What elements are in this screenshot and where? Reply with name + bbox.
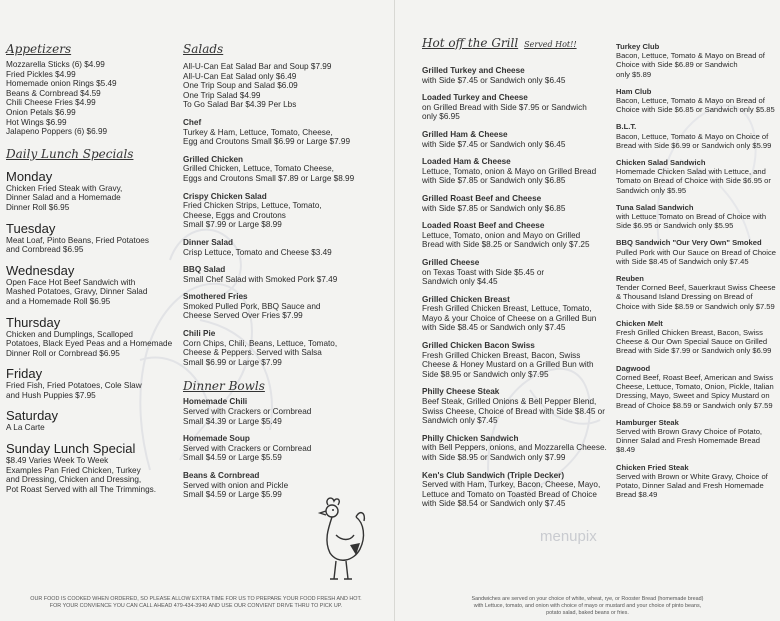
appetizer-line: Fried Pickles $4.99 (6, 69, 76, 79)
item-desc: Sandwich only $4.45 (422, 277, 498, 287)
item-desc: Homemade Chicken Salad with Lettuce, and (616, 167, 766, 177)
item-desc: Dinner Salad and Fresh Homemade Bread (616, 436, 760, 446)
menu-item (422, 471, 607, 509)
item-name: Grilled Ham & Cheese (422, 129, 508, 139)
day-desc: and a Homemade Roll $6.95 (6, 296, 111, 306)
item-desc: with Side $8.95 or Sandwich only $7.99 (422, 453, 566, 462)
menu-item (183, 155, 388, 184)
item-desc: with Side $8.54 or Sandwich only $7.45 (422, 499, 566, 509)
day-desc: $8.49 Varies Week To Week (6, 456, 109, 466)
menu-item (616, 203, 778, 231)
item-desc: on Grilled Bread with Side $7.95 or Sandwich (422, 102, 587, 112)
item-name: Grilled Chicken (183, 154, 244, 164)
item-desc: Side $8.95 or Sandwich only $7.95 (422, 369, 549, 379)
grill-heading (422, 36, 607, 52)
day-name: Tuesday (6, 220, 56, 236)
footer-right-line: potato salad, baked beans or fries. (546, 610, 629, 616)
salad-bar-line: All-U-Can Eat Salad only $6.49 (183, 71, 297, 81)
day-desc: Meat Loaf, Pinto Beans, Fried Potatoes (6, 235, 149, 245)
menu-item (422, 66, 607, 85)
column-appetizers-lunch (6, 42, 176, 494)
day-name: Wednesday (6, 262, 75, 278)
day-desc: A La Carte (6, 423, 45, 433)
day-desc: and Dressing, Chicken and Dressing, (6, 475, 142, 485)
footer-right-line: Sandwiches are served on your choice of white, wheat, rye, or Rooster Bread (homemade bread) (471, 596, 704, 602)
item-desc: Small $4.39 or Large $5.49 (183, 416, 282, 426)
item-desc: Lettuce and Tomato on Toasted Bread of Choice (422, 489, 597, 499)
item-desc: Grilled Chicken, Lettuce, Tomato Cheese, (183, 164, 334, 174)
item-desc: Bread with Side $7.99 or Sandwich only $6.99 (616, 346, 772, 356)
menu-item (616, 463, 778, 500)
menu-item (616, 238, 778, 266)
footer-right (400, 596, 775, 617)
item-name: Chef (183, 117, 202, 127)
day-name: Monday (6, 168, 53, 184)
menu-item (183, 329, 388, 367)
menu-item (616, 158, 778, 195)
day-tuesday (6, 221, 176, 255)
menu-item (183, 292, 388, 321)
day-desc: Examples Pan Fried Chicken, Turkey (6, 465, 141, 475)
appetizer-line: Beans & Cornbread $4.59 (6, 88, 101, 98)
item-desc: Sandwich only $7.45 (422, 416, 498, 426)
item-desc: Tomato on Bread of Choice with Side $6.95 or (616, 176, 771, 186)
item-desc: Bread with Side $8.25 or Sandwich only $7.25 (422, 240, 590, 250)
item-desc: Served with Crackers or Cornbread (183, 443, 312, 453)
item-name: Grilled Roast Beef and Cheese (422, 193, 542, 203)
item-desc: Small Chef Salad with Smoked Pork $7.49 (183, 274, 338, 284)
menu-item (422, 157, 607, 186)
item-desc: Choice with Side $6.85 or Sandwich only $5.85 (616, 105, 775, 115)
dinner-bowls-heading: Dinner Bowls (183, 379, 265, 394)
item-desc: Fried Chicken Strips, Lettuce, Tomato, (183, 201, 322, 211)
day-name: Thursday (6, 314, 61, 330)
item-desc: Potato, Dinner Salad and Fresh Homemade (616, 480, 764, 490)
grill-title: Hot off the Grill (422, 36, 519, 50)
item-desc: Bacon, Lettuce, Tomato & Mayo on Choice of (616, 131, 769, 141)
appetizer-line: Mozzarella Sticks (6) $4.99 (6, 60, 105, 69)
item-desc: Dressing, Mayo, Sweet and Spicy Mustard on (616, 391, 770, 401)
lunch-specials-heading: Daily Lunch Specials (6, 146, 134, 161)
item-desc: Choice with Side $6.89 or Sandwich (616, 60, 738, 70)
item-name: Grilled Turkey and Cheese (422, 66, 525, 75)
day-desc: Potatoes, Black Eyed Peas and a Homemade (6, 339, 173, 349)
item-desc: Cheese & Peppers. Served with Salsa (183, 348, 322, 358)
menu-item (183, 265, 388, 284)
item-desc: Mayo & your Choice of Cheese on a Grilled Bun (422, 313, 597, 323)
item-desc: Served with onion and Pickle (183, 480, 289, 490)
appetizer-line: Hot Wings $6.99 (6, 117, 67, 127)
menu-item (616, 319, 778, 356)
item-name: Grilled Chicken Breast (422, 294, 510, 304)
item-name: Crispy Chicken Salad (183, 191, 267, 201)
appetizers-heading: Appetizers (6, 42, 72, 56)
item-name: Philly Chicken Sandwich (422, 433, 519, 443)
item-desc: Bread with Side $6.99 or Sandwich only $5.99 (616, 140, 772, 150)
menu-item (183, 434, 388, 463)
footer-left (6, 596, 386, 610)
day-monday (6, 169, 176, 213)
menu-item (422, 258, 607, 287)
item-desc: Cheese & Our Own Special Sauce on Grilled (616, 337, 768, 347)
item-desc: Bread $8.49 (616, 490, 658, 500)
menu-item (422, 434, 607, 463)
item-desc: with Side $8.45 or Sandwich only $7.45 (422, 323, 566, 333)
day-desc: Chicken Fried Steak with Gravy, (6, 183, 123, 193)
item-name: Homemade Soup (183, 434, 250, 444)
item-desc: Fresh Grilled Chicken Breast, Bacon, Swiss (422, 350, 581, 360)
item-name: BBQ Sandwich "Our Very Own" Smoked (616, 238, 762, 248)
item-desc: Eggs and Croutons Small $7.89 or Large $8.99 (183, 173, 355, 183)
grill-subtitle: Served Hot!! (524, 40, 577, 49)
menu-item (183, 118, 388, 147)
item-name: Smothered Fries (183, 292, 248, 302)
day-thursday (6, 315, 176, 359)
item-desc: Lettuce, Tomato, onion and Mayo on Grilled (422, 230, 581, 240)
item-name: Ken's Club Sandwich (Triple Decker) (422, 470, 565, 480)
item-desc: Served with Crackers or Cornbread (183, 407, 312, 417)
item-desc: Corn Chips, Chili, Beans, Lettuce, Tomato, (183, 338, 338, 348)
item-desc: Small $4.59 or Large $5.99 (183, 490, 282, 500)
item-name: Loaded Turkey and Cheese (422, 93, 528, 103)
item-name: Chicken Fried Steak (616, 462, 689, 472)
item-desc: Turkey & Ham, Lettuce, Tomato, Cheese, (183, 127, 333, 137)
appetizer-line: Onion Petals $6.99 (6, 107, 76, 117)
day-desc: Fried Fish, Fried Potatoes, Cole Slaw (6, 381, 142, 391)
day-desc: Pot Roast Served with all The Trimmings. (6, 484, 157, 494)
item-desc: & Thousand Island Dressing on Bread of (616, 292, 753, 302)
menu-item (422, 387, 607, 425)
menu-item (422, 194, 607, 213)
item-desc: Small $7.99 or Large $8.99 (183, 220, 282, 230)
item-desc: only $6.95 (422, 112, 460, 122)
item-desc: Small $6.99 or Large $7.99 (183, 357, 282, 367)
item-desc: Small $4.59 or Large $5.59 (183, 453, 282, 463)
day-desc: Chicken and Dumplings, Scalloped (6, 329, 133, 339)
item-desc: Smoked Pulled Pork, BBQ Sauce and (183, 301, 321, 311)
item-name: Philly Cheese Steak (422, 387, 500, 397)
item-name: Hamburger Steak (616, 417, 679, 427)
item-name: Chili Pie (183, 329, 216, 339)
item-desc: Bacon, Lettuce, Tomato & Mayo on Bread of (616, 96, 765, 106)
item-name: Chicken Salad Sandwich (616, 158, 706, 168)
menu-item (616, 87, 778, 115)
item-name: Homemade Chili (183, 397, 248, 407)
item-desc: with Side $7.85 or Sandwich only $6.85 (422, 203, 566, 213)
item-desc: on Texas Toast with Side $5.45 or (422, 267, 545, 277)
item-desc: Cheese Served Over Fries $7.99 (183, 311, 303, 321)
salad-bar-line: One Trip Soup and Salad $6.09 (183, 81, 298, 91)
rooster-illustration (310, 495, 370, 590)
menu-item (422, 295, 607, 333)
column-hot-off-grill (422, 36, 607, 509)
day-desc: Dinner Roll or Cornbread $6.95 (6, 348, 120, 358)
day-desc: Mashed Potatoes, Gravy, Dinner Salad (6, 287, 148, 297)
item-desc: Served with Ham, Turkey, Bacon, Cheese, Mayo, (422, 480, 601, 490)
item-desc: Bread of Choice $8.59 or Sandwich only $7.59 (616, 400, 773, 410)
menu-item (616, 364, 778, 410)
day-name: Saturday (6, 408, 59, 424)
day-desc: Open Face Hot Beef Sandwich with (6, 277, 136, 287)
footer-left-line: FOR YOUR CONVIENCE YOU CAN CALL AHEAD 479-434-3940 AND USE OUR CONVIENT DRIVE THRU TO PICK UP. (49, 603, 343, 609)
item-desc: Served with Brown or White Gravy, Choice of (616, 471, 768, 481)
item-name: Turkey Club (616, 42, 660, 51)
salad-bar-line: All-U-Can Eat Salad Bar and Soup $7.99 (183, 62, 332, 71)
menu-item (616, 418, 778, 455)
day-desc: Dinner Roll $6.95 (6, 202, 70, 212)
item-desc: Cheese & Honey Mustard on a Grilled Bun with (422, 360, 594, 370)
item-desc: Egg and Croutons Small $6.99 or Large $7.99 (183, 137, 351, 147)
item-name: Ham Club (616, 86, 652, 96)
menu-item (422, 221, 607, 250)
day-sunday (6, 441, 176, 494)
menu-item (183, 397, 388, 426)
item-name: Beans & Cornbread (183, 471, 260, 480)
item-name: Dagwood (616, 363, 651, 373)
menu-item (422, 341, 607, 379)
appetizers-list (6, 60, 176, 137)
item-desc: with Side $7.45 or Sandwich only $6.45 (422, 75, 566, 85)
item-desc: Side $6.95 or Sandwich only $5.95 (616, 221, 734, 231)
item-desc: Served with Brown Gravy Choice of Potato, (616, 426, 763, 436)
menu-item (183, 238, 388, 257)
page-fold (394, 0, 395, 621)
item-desc: Cheese, Lettuce, Tomato, Onion, Pickle, Italian (616, 382, 774, 392)
item-name: Loaded Roast Beef and Cheese (422, 221, 545, 231)
item-desc: Fresh Grilled Chicken Breast, Bacon, Swiss (616, 328, 763, 338)
item-desc: $8.49 (616, 445, 636, 455)
item-name: Grilled Cheese (422, 257, 480, 267)
item-desc: with Side $8.45 of Sandwich only $7.45 (616, 256, 749, 266)
salad-bar-line: One Trip Salad $4.99 (183, 90, 261, 100)
day-name: Sunday Lunch Special (6, 441, 136, 457)
item-desc: with Side $7.85 or Sandwich only $6.85 (422, 176, 566, 186)
item-desc: Sandwich only $5.95 (616, 185, 687, 195)
item-name: Reuben (616, 274, 644, 284)
appetizer-line: Chili Cheese Fries $4.99 (6, 98, 96, 108)
item-desc: Tender Corned Beef, Sauerkraut Swiss Cheese (616, 283, 776, 293)
menu-item (616, 42, 778, 79)
item-name: Chicken Melt (616, 318, 663, 328)
item-desc: Cheese, Eggs and Croutons (183, 210, 286, 220)
day-desc: Dinner Salad and a Homemade (6, 193, 121, 203)
day-desc: and Hush Puppies $7.95 (6, 390, 96, 400)
column-sandwiches (616, 42, 778, 499)
item-desc: Beef Steak, Grilled Onions & Bell Pepper Blend, (422, 397, 597, 407)
item-name: BBQ Salad (183, 265, 226, 275)
item-desc: with Side $7.45 or Sandwich only $6.45 (422, 139, 566, 149)
day-saturday (6, 408, 176, 433)
item-name: Grilled Chicken Bacon Swiss (422, 341, 535, 351)
item-name: B.L.T. (616, 122, 637, 132)
item-desc: Crisp Lettuce, Tomato and Cheese $3.49 (183, 247, 332, 257)
footer-right-line: with Lettuce, tomato, and onion with choice of mayo or mustard and your choice of pinto beans, (473, 603, 702, 609)
salad-bar-list (183, 62, 388, 110)
day-desc: and Cornbread $6.95 (6, 245, 84, 255)
menu-item (616, 122, 778, 150)
item-desc: only $5.89 (616, 69, 652, 79)
item-desc: Bacon, Lettuce, Tomato & Mayo on Bread of (616, 51, 765, 61)
menupix-watermark: menupix (540, 528, 597, 545)
salads-heading: Salads (183, 42, 224, 56)
footer-left-line: OUR FOOD IS COOKED WHEN ORDERED, SO PLEASE ALLOW EXTRA TIME FOR US TO PREPARE YOUR FOOD FRESH AND HOT. (30, 596, 362, 602)
item-desc: Corned Beef, Roast Beef, American and Swiss (616, 372, 774, 382)
item-desc: Choice with Side $8.59 or Sandwich only $7.59 (616, 301, 775, 311)
menu-item (422, 93, 607, 122)
item-desc: Pulled Pork with Our Sauce on Bread of Choice (616, 247, 776, 257)
salad-bar-line: To Go Salad Bar $4.39 Per Lbs (183, 100, 297, 110)
item-desc: Swiss Cheese, Choice of Bread with Side $8.45 or (422, 406, 605, 416)
appetizer-line: Jalapeno Poppers (6) $6.99 (6, 127, 108, 137)
day-name: Friday (6, 366, 43, 382)
column-salads-bowls (183, 42, 388, 500)
day-friday (6, 366, 176, 400)
item-desc: Fresh Grilled Chicken Breast, Lettuce, Tomato, (422, 304, 592, 314)
menu-item (616, 274, 778, 311)
item-name: Dinner Salad (183, 237, 234, 247)
item-desc: with Bell Peppers, onions, and Mozzarella Cheese. (422, 443, 607, 453)
item-name: Loaded Ham & Cheese (422, 157, 511, 167)
item-desc: Lettuce, Tomato, onion & Mayo on Grilled Bread (422, 166, 597, 176)
menu-item (422, 130, 607, 149)
item-desc: with Lettuce Tomato on Bread of Choice with (616, 212, 767, 222)
menu-item (183, 192, 388, 230)
appetizer-line: Homemade onion Rings $5.49 (6, 79, 117, 89)
item-name: Tuna Salad Sandwich (616, 202, 694, 212)
day-wednesday (6, 263, 176, 307)
